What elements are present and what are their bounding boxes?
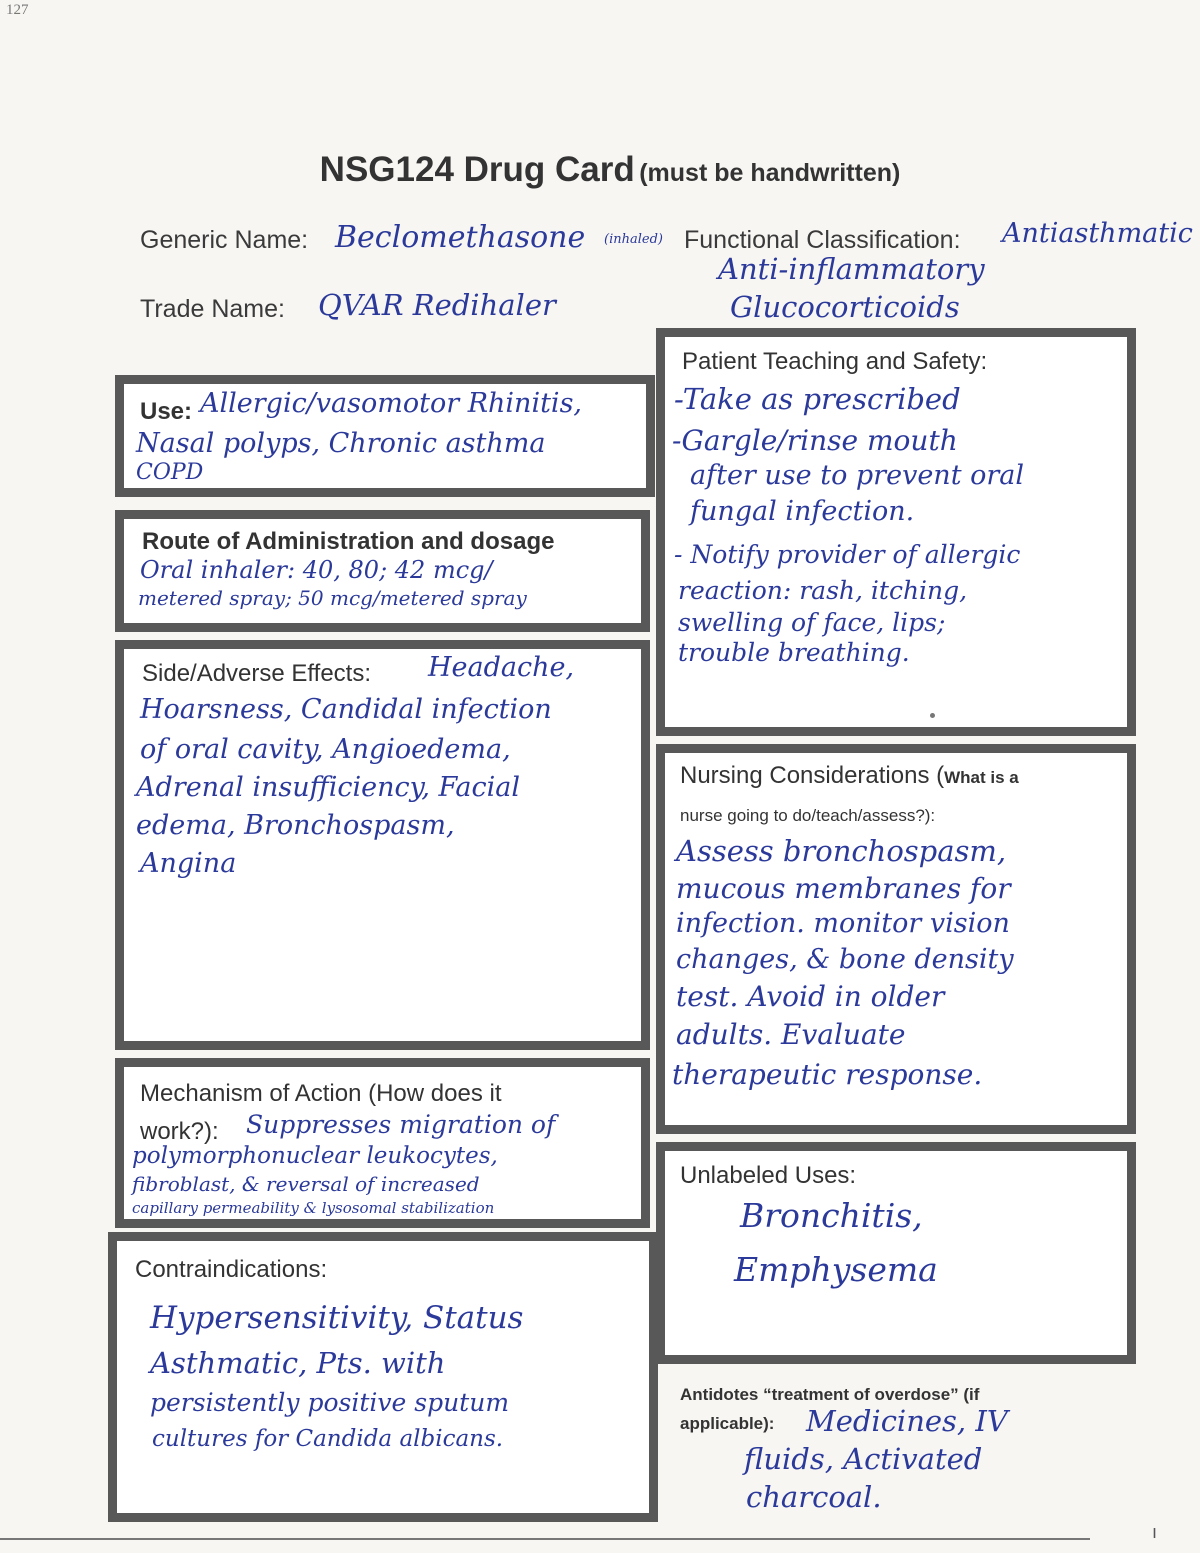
patient-teaching-line-5: - Notify provider of allergic [674,540,1021,569]
functional-classification-label: Functional Classification: [684,226,961,254]
use-line-1: Allergic/vasomotor Rhinitis, [200,388,583,419]
functional-classification-value-3: Glucocorticoids [730,290,960,324]
nursing-label-small: What is a [944,768,1019,787]
generic-name-label: Generic Name: [140,226,309,254]
side-effects-line-2: Hoarsness, Candidal infection [140,694,552,725]
mechanism-line-4: capillary permeability & lysosomal stabilization [132,1199,495,1217]
mechanism-line-3: fibroblast, & reversal of increased [132,1172,480,1196]
nursing-considerations-label-2: nurse going to do/teach/assess?): [680,806,936,825]
mechanism-line-2: polymorphonuclear leukocytes, [132,1143,498,1169]
contraindications-line-4: cultures for Candida albicans. [152,1426,504,1452]
functional-classification-value-1: Antiasthmatic [1002,218,1193,249]
nursing-line-3: infection. monitor vision [676,908,1010,939]
antidotes-label: Antidotes “treatment of overdose” (if [680,1385,980,1404]
antidotes-line-1: Medicines, IV [806,1404,1008,1438]
unlabeled-line-1: Bronchitis, [740,1196,923,1235]
side-effects-line-6: Angina [140,848,237,879]
patient-teaching-line-8: trouble breathing. [678,638,910,667]
patient-teaching-line-1: -Take as prescribed [674,382,961,416]
contraindications-label: Contraindications: [135,1256,328,1283]
margin-tick: ı [1152,1522,1158,1542]
patient-teaching-line-2: -Gargle/rinse mouth [672,424,958,457]
nursing-considerations-label [680,762,1019,790]
use-line-2: Nasal polyps, Chronic asthma [136,428,546,459]
contraindications-line-1: Hypersensitivity, Status [150,1300,524,1336]
patient-teaching-line-3: after use to prevent oral [690,460,1025,491]
page-bottom-line [0,1538,1090,1540]
use-label: Use: [140,398,193,425]
mechanism-label: Mechanism of Action (How does it [140,1080,502,1107]
side-effects-line-1: Headache, [428,652,575,683]
use-line-3: COPD [136,460,204,485]
patient-teaching-label: Patient Teaching and Safety: [682,348,988,375]
nursing-line-4: changes, & bone density [676,944,1014,975]
trade-name-value: QVAR Redihaler [318,288,556,322]
nursing-line-6: adults. Evaluate [676,1018,906,1051]
patient-teaching-line-6: reaction: rash, itching, [678,576,968,605]
nursing-label-main: Nursing Considerations ( [680,762,945,789]
page-title [0,150,1200,190]
mechanism-line-1: Suppresses migration of [246,1110,556,1139]
nursing-line-2: mucous membranes for [676,872,1011,905]
title-main: NSG124 Drug Card [319,150,635,189]
side-effects-line-3: of oral cavity, Angioedema, [140,734,511,765]
route-line-2: metered spray; 50 mcg/metered spray [138,586,527,610]
nursing-line-7: therapeutic response. [672,1058,983,1091]
side-effects-label: Side/Adverse Effects: [142,660,372,687]
nursing-line-5: test. Avoid in older [676,980,945,1013]
antidotes-line-2: fluids, Activated [744,1442,983,1476]
unlabeled-uses-label: Unlabeled Uses: [680,1162,857,1189]
side-effects-line-4: Adrenal insufficiency, Facial [136,772,520,803]
patient-teaching-line-7: swelling of face, lips; [678,608,946,637]
functional-classification-value-2: Anti-inflammatory [718,252,985,286]
side-effects-line-5: edema, Bronchospasm, [136,810,455,841]
contraindications-line-2: Asthmatic, Pts. with [150,1346,446,1380]
scan-speck [930,713,935,718]
generic-name-note: (inhaled) [604,232,663,247]
trade-name-label: Trade Name: [140,295,285,323]
route-line-1: Oral inhaler: 40, 80; 42 mcg/ [140,556,493,584]
route-label: Route of Administration and dosage [142,528,555,555]
unlabeled-line-2: Emphysema [734,1250,938,1289]
page-mark: 127 [6,2,29,18]
contraindications-line-3: persistently positive sputum [150,1388,510,1417]
antidotes-line-3: charcoal. [746,1480,882,1514]
generic-name-value: Beclomethasone [335,220,586,255]
patient-teaching-line-4: fungal infection. [690,496,915,527]
antidotes-label-2: applicable): [680,1414,775,1433]
title-sub: (must be handwritten) [639,159,901,187]
mechanism-label-2: work?): [140,1118,219,1145]
nursing-line-1: Assess bronchospasm, [676,834,1007,868]
